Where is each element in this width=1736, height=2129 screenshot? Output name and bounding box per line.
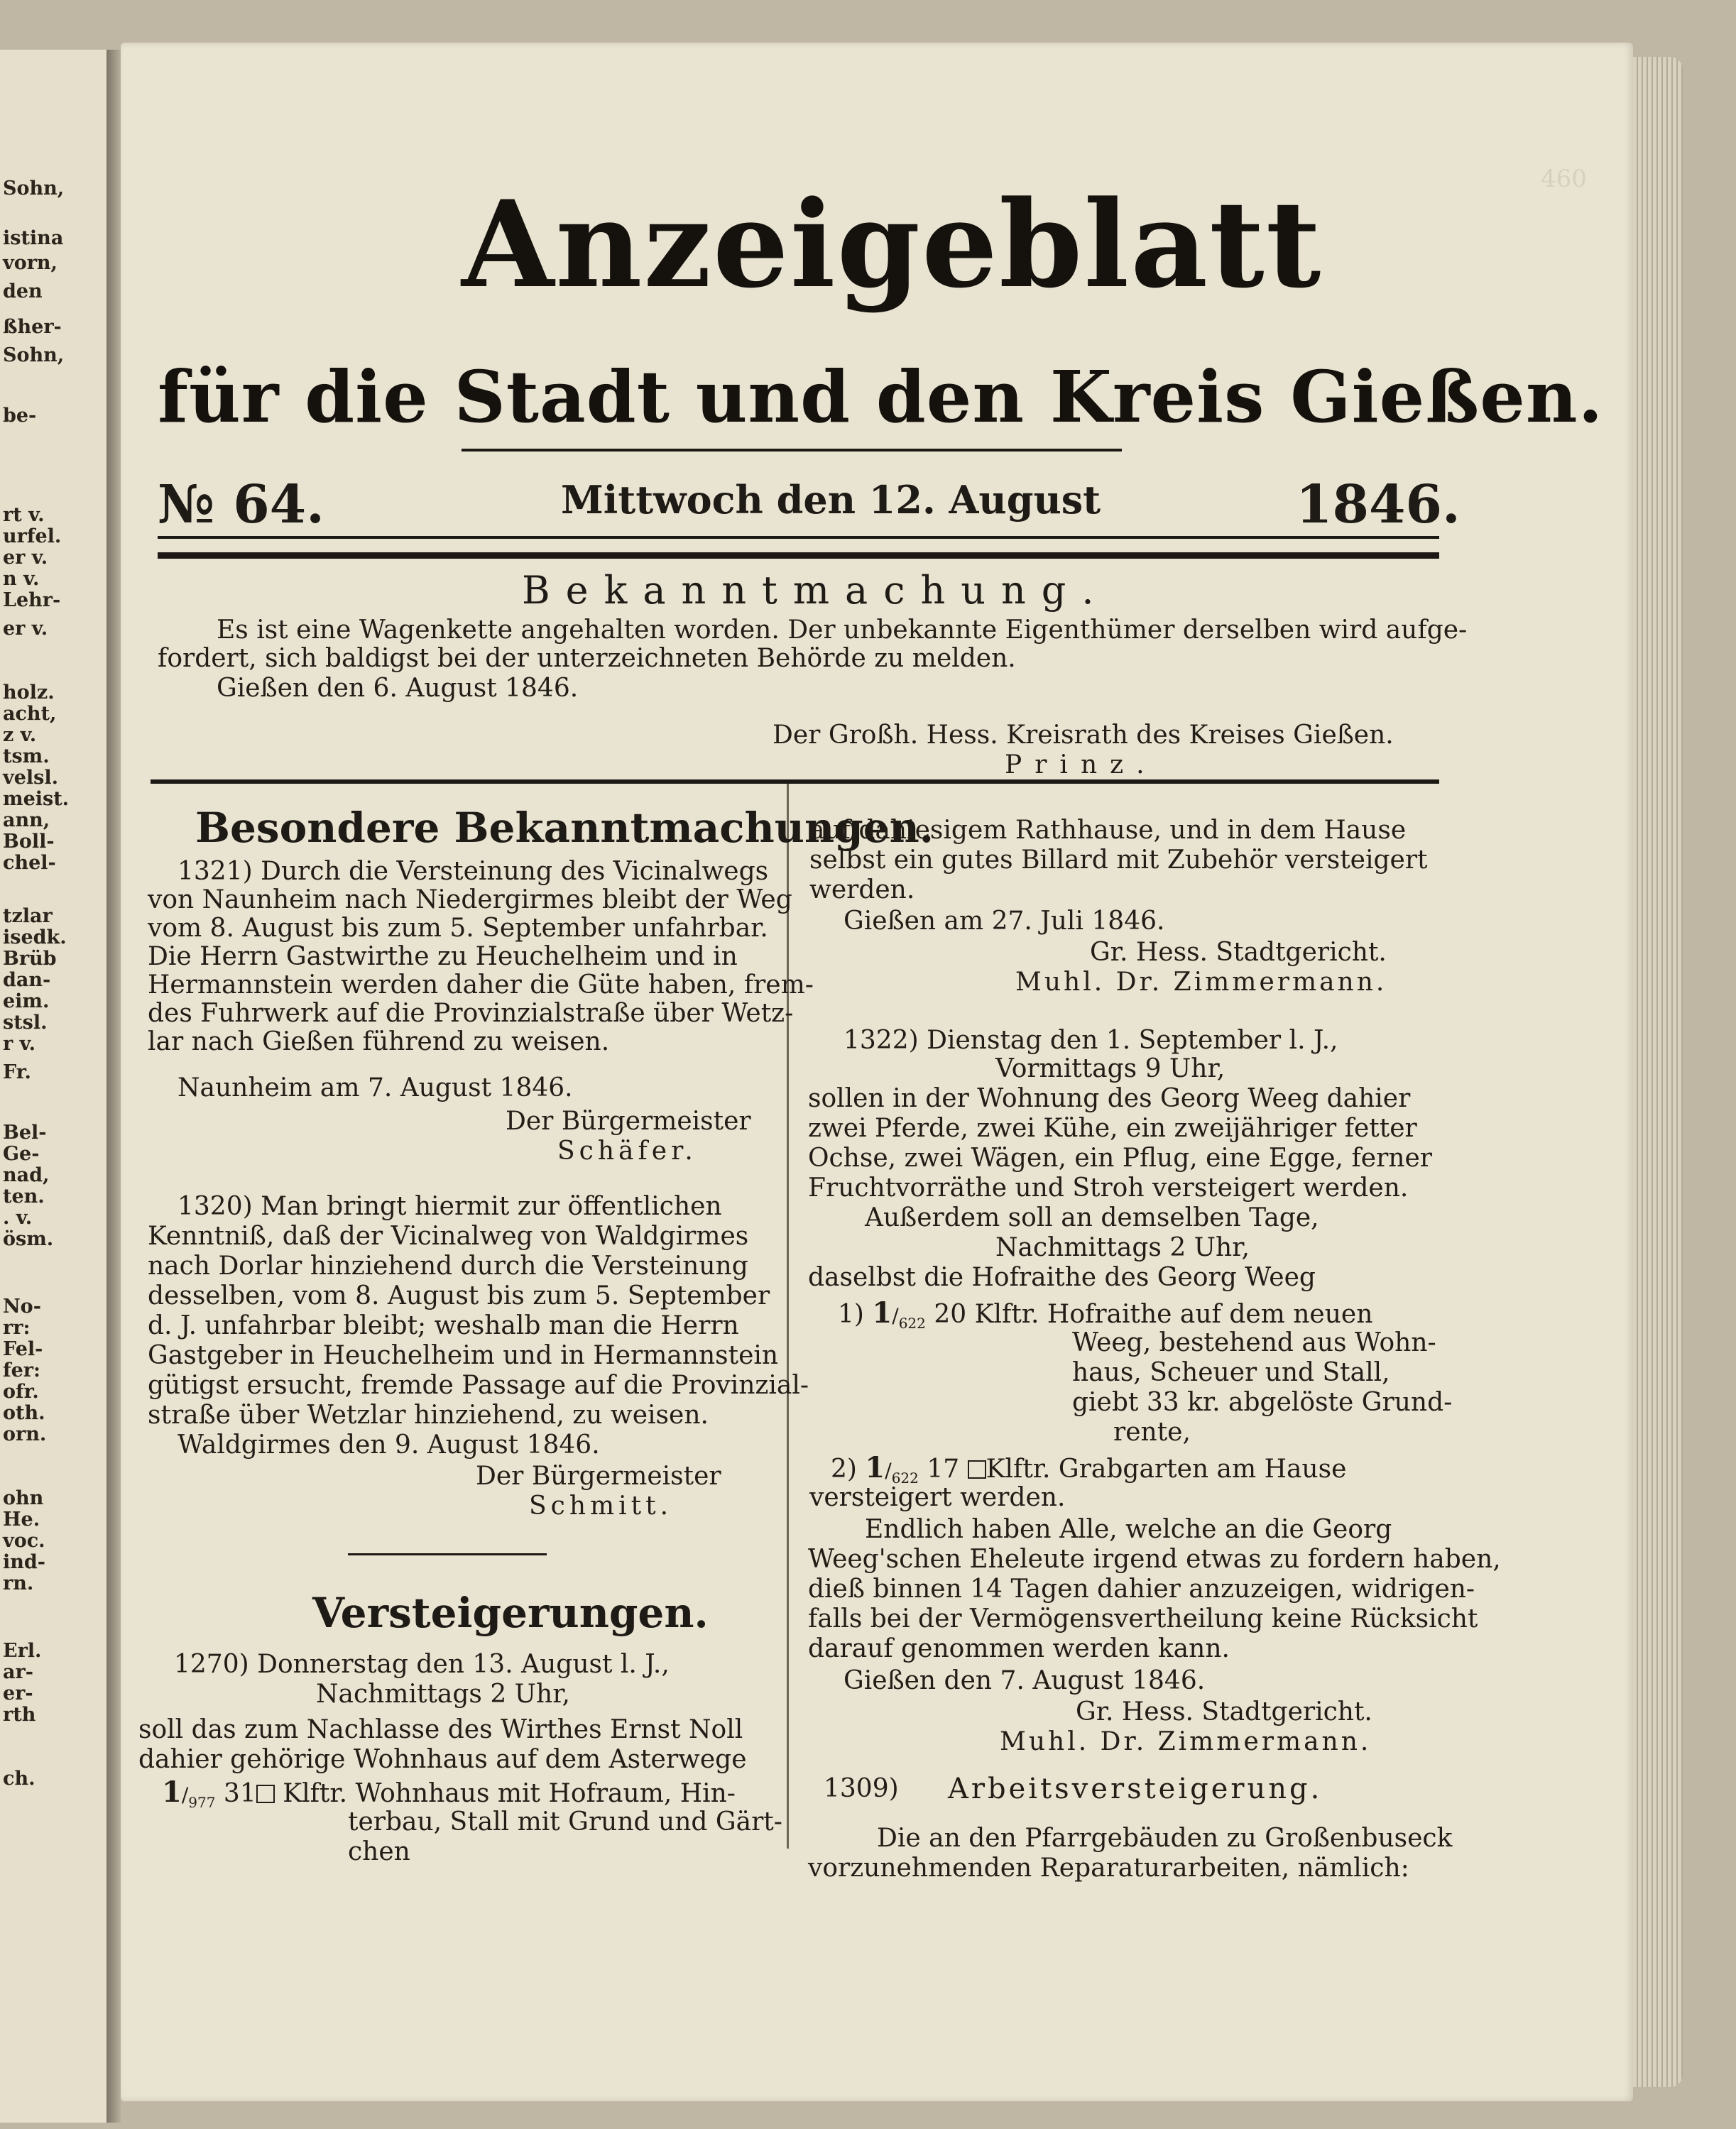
notice-title: Bekanntmachung. <box>522 568 1110 613</box>
left-page-text-fragment: ind- <box>3 1551 45 1573</box>
square-symbol <box>256 1785 275 1803</box>
lot-description: Klftr. Grabgarten am Hause <box>986 1455 1347 1484</box>
lot-2-cont: versteigert werden. <box>809 1483 1066 1512</box>
left-page-text-fragment: ar- <box>3 1661 33 1683</box>
left-page-text-fragment: z v. <box>3 724 37 746</box>
left-page-text-fragment: voc. <box>3 1530 45 1552</box>
item-1321-line: Die Herrn Gastwirthe zu Heuchelheim und in <box>148 942 738 971</box>
left-page-text-fragment: Ge- <box>3 1143 40 1165</box>
left-page-text-fragment: den <box>3 280 43 302</box>
left-page-text-fragment: tsm. <box>3 745 50 767</box>
item-1320-line: desselben, vom 8. August bis zum 5. September <box>148 1281 770 1310</box>
left-page-text-fragment: eim. <box>3 990 50 1012</box>
item-1321-line: des Fuhrwerk auf die Provinzialstraße über Wetz- <box>148 999 794 1028</box>
item-1320-line: straße über Wetzlar hinziehend, zu weisen. <box>148 1401 709 1430</box>
square-symbol <box>968 1460 986 1479</box>
left-page-text-fragment: Erl. <box>3 1640 42 1662</box>
item-1320-name: Schmitt. <box>529 1492 673 1521</box>
court-signature-2: Gr. Hess. Stadtgericht. <box>1076 1697 1372 1726</box>
closing-line: Endlich haben Alle, welche an die Georg <box>865 1515 1392 1544</box>
item-1322-line: Nachmittags 2 Uhr, <box>995 1233 1250 1262</box>
header-rule-thin <box>158 536 1439 539</box>
left-page-text-fragment: be- <box>3 405 37 427</box>
court-names-2: Muhl. Dr. Zimmermann. <box>1000 1727 1372 1756</box>
left-page-text-fragment: meist. <box>3 788 70 810</box>
item-1321-line: 1321) Durch die Versteinung des Vicinalwegs <box>178 857 769 886</box>
item-1320-line: gütigst ersucht, fremde Passage auf die Provinzial- <box>148 1371 809 1400</box>
fraction-denominator: 622 <box>891 1469 919 1487</box>
item-1270-line: Nachmittags 2 Uhr, <box>316 1680 570 1709</box>
item-1309-line: vorzunehmenden Reparaturarbeiten, nämlich: <box>808 1854 1409 1883</box>
left-page-text-fragment: Sohn, <box>3 344 65 366</box>
notice-line-1: Es ist eine Wagenkette angehalten worden. Der unbekannte Eigenthümer derselben wird aufge- <box>217 615 1468 645</box>
left-page-text-fragment: ten. <box>3 1186 45 1208</box>
lot-area: 31 <box>223 1779 256 1808</box>
lot-description: Klftr. Wohnhaus mit Hofraum, Hin- <box>283 1779 736 1808</box>
column-divider <box>787 784 789 1849</box>
left-page-text-fragment: rr: <box>3 1317 31 1339</box>
issue-number: № 64. <box>158 474 324 535</box>
right-intro-line: Gießen am 27. Juli 1846. <box>844 907 1165 936</box>
lot-1-cont: haus, Scheuer und Stall, <box>1072 1358 1390 1387</box>
left-page-text-fragment: oth. <box>3 1402 45 1424</box>
left-page-text-fragment: rn. <box>3 1572 34 1594</box>
left-page-text-fragment: No- <box>3 1296 41 1318</box>
left-page-text-fragment: nad, <box>3 1164 50 1186</box>
court-names-1: Muhl. Dr. Zimmermann. <box>1015 968 1387 997</box>
item-1270-lot: $1/_{977}$ 31 Klftr. Wohnhaus mit Hofraum, Hin- <box>162 1775 736 1812</box>
issue-date: Mittwoch den 12. August <box>561 477 1101 522</box>
notice-line-2: fordert, sich baldigst bei der unterzeichneten Behörde zu melden. <box>158 644 1016 673</box>
left-page-text-fragment: orn. <box>3 1423 47 1445</box>
item-1309-line: Die an den Pfarrgebäuden zu Großenbuseck <box>877 1824 1453 1853</box>
left-page-text-fragment: ofr. <box>3 1381 39 1403</box>
left-page-text-fragment: isedk. <box>3 926 67 948</box>
left-page-text-fragment: holz. <box>3 682 55 704</box>
left-page-text-fragment: er v. <box>3 547 48 569</box>
item-1321-line: lar nach Gießen führend zu weisen. <box>148 1027 610 1056</box>
left-page-text-fragment: istina <box>3 227 64 249</box>
left-page-text-fragment: Sohn, <box>3 177 65 199</box>
item-1322-line: sollen in der Wohnung des Georg Weeg dahier <box>808 1084 1411 1113</box>
lot-1-cont: Weeg, bestehend aus Wohn- <box>1072 1328 1436 1357</box>
notice-signature: Der Großh. Hess. Kreisrath des Kreises Gießen. <box>773 721 1394 750</box>
item-1322-line: zwei Pferde, zwei Kühe, ein zweijähriger fetter <box>808 1114 1417 1143</box>
left-page-text-fragment: tzlar <box>3 905 53 927</box>
item-1270-line: terbau, Stall mit Grund und Gärt- <box>348 1807 782 1837</box>
left-facing-page <box>0 50 109 2123</box>
left-page-text-fragment: Fr. <box>3 1061 31 1083</box>
item-1320-line: Kenntniß, daß der Vicinalweg von Waldgirmes <box>148 1222 749 1251</box>
left-page-text-fragment: acht, <box>3 703 57 725</box>
bleed-through-text <box>1392 163 1619 1299</box>
item-1320-line: 1320) Man bringt hiermit zur öffentlichen <box>178 1192 722 1221</box>
notice-name: Prinz. <box>1005 750 1157 779</box>
masthead-rule <box>462 449 1122 451</box>
left-page-text-fragment: Lehr- <box>3 589 61 611</box>
item-1320-line: Waldgirmes den 9. August 1846. <box>178 1430 600 1460</box>
item-1322-line: daselbst die Hofraithe des Georg Weeg <box>808 1263 1316 1292</box>
item-1320-line: d. J. unfahrbar bleibt; weshalb man die Herrn <box>148 1311 739 1340</box>
fraction-numerator: 1 <box>162 1775 182 1809</box>
left-page-text-fragment: He. <box>3 1509 40 1531</box>
left-page-text-fragment: ßher- <box>3 316 62 338</box>
item-1309-title: Arbeitsversteigerung. <box>948 1773 1323 1805</box>
item-1321-signature: Der Bürgermeister <box>506 1107 751 1136</box>
left-page-text-fragment: velsl. <box>3 767 58 789</box>
item-1322-line: Ochse, zwei Wägen, ein Pflug, eine Egge, ferner <box>808 1144 1432 1173</box>
header-rule-thick <box>158 552 1439 559</box>
lot-description: 20 Klftr. Hofraithe auf dem neuen <box>934 1300 1373 1329</box>
section-separator <box>348 1553 547 1555</box>
closing-line: dieß binnen 14 Tagen dahier anzuzeigen, widrigen- <box>808 1575 1475 1604</box>
section-heading-special: Besondere Bekanntmachungen. <box>195 804 934 852</box>
right-intro-line: auf dahiesigem Rathhause, und in dem Hause <box>809 816 1407 845</box>
item-1320-signature: Der Bürgermeister <box>476 1462 721 1491</box>
notice-rule <box>151 779 1439 784</box>
left-page-text-fragment: ann, <box>3 809 50 831</box>
left-page-text-fragment: r v. <box>3 1033 36 1055</box>
page-edges <box>1633 57 1683 2087</box>
lot-area: 17 <box>927 1455 960 1484</box>
item-1322-line: Vormittags 9 Uhr, <box>995 1054 1225 1083</box>
left-page-text-fragment: stsl. <box>3 1012 48 1034</box>
left-page-text-fragment: vorn, <box>3 252 58 274</box>
left-page-text-fragment: Brüb <box>3 948 57 970</box>
fraction-denominator: 977 <box>188 1794 216 1812</box>
bleed-through-page-number: 460 <box>1541 165 1587 193</box>
left-page-text-fragment: urfel. <box>3 525 62 547</box>
closing-line: falls bei der Vermögensvertheilung keine Rücksicht <box>808 1604 1478 1633</box>
item-1320-line: Gastgeber in Heuchelheim und in Hermannstein <box>148 1341 779 1370</box>
book-spine <box>107 50 121 2123</box>
closing-line: darauf genommen werden kann. <box>808 1634 1230 1663</box>
notice-line-3: Gießen den 6. August 1846. <box>217 674 579 703</box>
masthead-subtitle: für die Stadt und den Kreis Gießen. <box>158 355 1604 439</box>
item-1322-line: Fruchtvorräthe und Stroh versteigert werden. <box>808 1173 1409 1203</box>
left-page-text-fragment: ch. <box>3 1768 36 1790</box>
lot-1-cont: giebt 33 kr. abgelöste Grund- <box>1072 1388 1453 1417</box>
left-page-text-fragment: Boll- <box>3 831 55 853</box>
item-1321-line: vom 8. August bis zum 5. September unfahrbar. <box>148 914 768 943</box>
item-1321-line: Naunheim am 7. August 1846. <box>178 1073 573 1102</box>
item-1309-number: 1309) <box>824 1774 899 1803</box>
item-1321-name: Schäfer. <box>557 1137 697 1166</box>
item-1270-line: chen <box>348 1837 410 1866</box>
masthead-title: Anzeigeblatt <box>462 174 1323 314</box>
right-intro-line: werden. <box>809 875 915 904</box>
section-heading-auctions: Versteigerungen. <box>312 1589 709 1637</box>
item-1270-line: soll das zum Nachlasse des Wirthes Ernst Noll <box>138 1715 743 1744</box>
lot-1: 1) $1/_{622}$ 20 Klftr. Hofraithe auf dem neuen <box>838 1296 1373 1332</box>
left-page-text-fragment: ohn <box>3 1487 44 1509</box>
item-1322-line: 1322) Dienstag den 1. September l. J., <box>844 1026 1338 1055</box>
right-intro-line: selbst ein gutes Billard mit Zubehör versteigert <box>809 845 1428 875</box>
lot-number: 2) <box>831 1455 857 1484</box>
left-page-text-fragment: chel- <box>3 852 56 874</box>
court-signature-1: Gr. Hess. Stadtgericht. <box>1090 938 1387 967</box>
closing-line: Weeg'schen Eheleute irgend etwas zu fordern haben, <box>808 1545 1501 1574</box>
left-page-text-fragment: . v. <box>3 1207 33 1229</box>
item-1321-line: Hermannstein werden daher die Güte haben, frem- <box>148 970 814 1000</box>
closing-line: Gießen den 7. August 1846. <box>844 1666 1206 1695</box>
left-page-text-fragment: fer: <box>3 1359 40 1381</box>
item-1322-line: Außerdem soll an demselben Tage, <box>865 1203 1319 1232</box>
item-1270-line: dahier gehörige Wohnhaus auf dem Asterwege <box>138 1745 747 1774</box>
left-page-text-fragment: er- <box>3 1682 33 1704</box>
left-page-text-fragment: n v. <box>3 568 40 590</box>
left-page-text-fragment: Bel- <box>3 1122 47 1144</box>
lot-1-cont: rente, <box>1113 1418 1191 1447</box>
lot-number: 1) <box>838 1300 864 1329</box>
lot-2: 2) $1/_{622}$ 17 Klftr. Grabgarten am Hause <box>831 1451 1347 1487</box>
item-1270-line: 1270) Donnerstag den 13. August l. J., <box>174 1650 670 1679</box>
item-1320-line: nach Dorlar hinziehend durch die Versteinung <box>148 1252 748 1281</box>
left-page-text-fragment: rt v. <box>3 504 45 526</box>
left-page-text-fragment: Fel- <box>3 1338 43 1360</box>
left-page-text-fragment: dan- <box>3 969 51 991</box>
left-page-text-fragment: rth <box>3 1704 36 1726</box>
left-page-text-fragment: ösm. <box>3 1228 54 1250</box>
fraction-denominator: 622 <box>898 1315 926 1332</box>
left-page-text-fragment: er v. <box>3 618 48 640</box>
issue-year: 1846. <box>1296 474 1461 535</box>
item-1321-line: von Naunheim nach Niedergirmes bleibt der Weg <box>148 885 792 914</box>
